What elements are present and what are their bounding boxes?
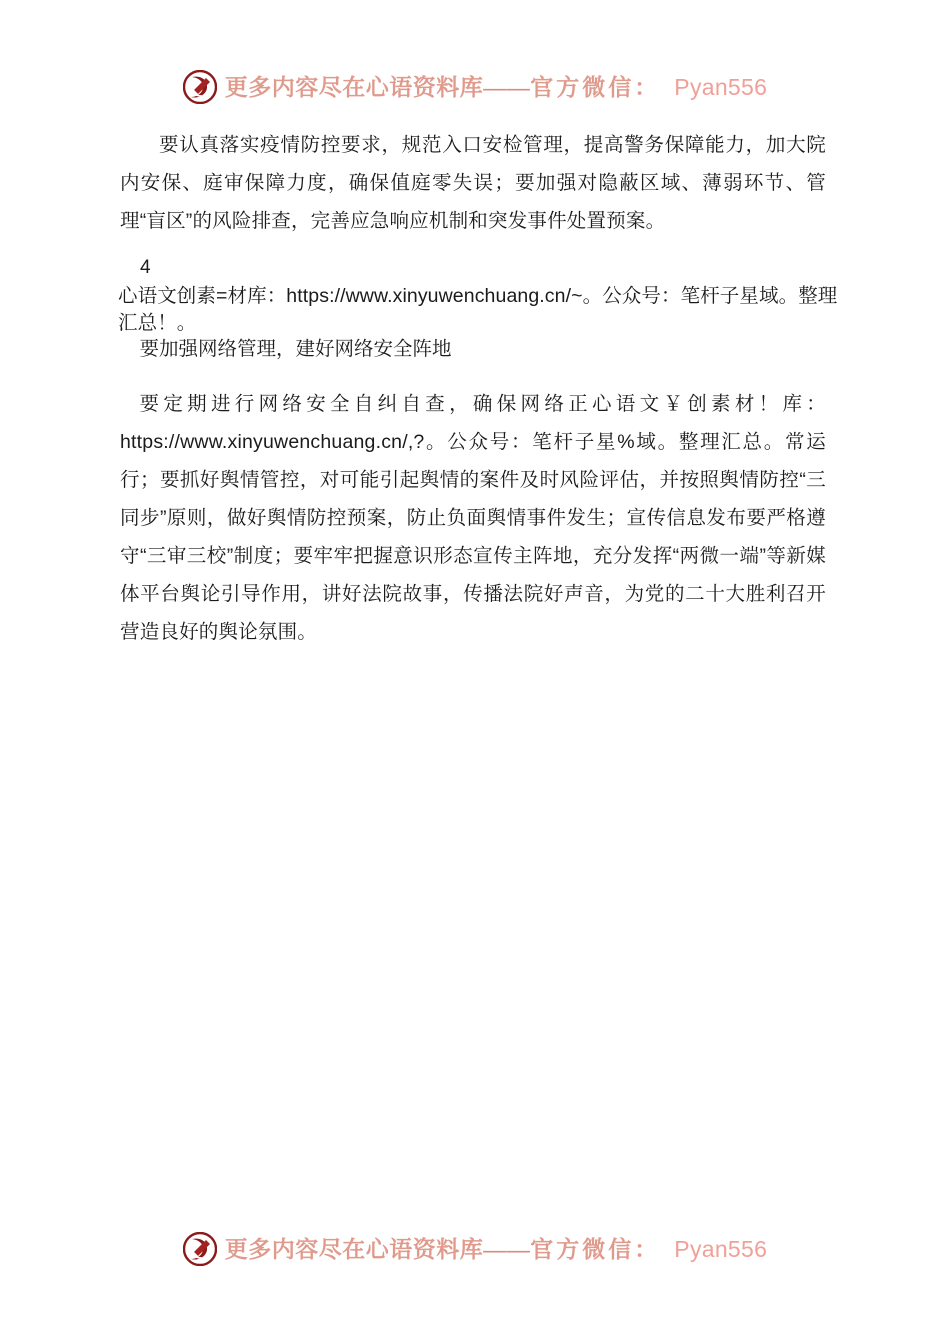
watermark-dash: ——: [483, 74, 531, 100]
watermark-footer: [0, 1232, 950, 1266]
brand-seal-logo-icon: [183, 1232, 217, 1266]
watermark-brand-text: [225, 1238, 661, 1261]
paragraph-epidemic-security: 要认真落实疫情防控要求，规范入口安检管理，提高警务保障能力，加大院内安保、庭审保障力度，确保值庭零失误；要加强对隐蔽区域、薄弱环节、管理“盲区”的风险排查，完善应急响应机制和突发事件处置预案。: [120, 134, 826, 232]
watermark-dash: ——: [483, 1236, 531, 1262]
watermark-brand-text: [225, 76, 661, 99]
watermark-handle: Pyan556: [674, 73, 768, 100]
watermark-wechat-label: 官方微信：: [530, 74, 661, 100]
page-number: 4: [140, 257, 151, 278]
watermark-header: [0, 70, 950, 104]
paragraph-network-security: 要定期进行网络安全自纠自查，确保网络正心语文￥创素材！库：https://www.xinyuwenchuang.cn/,?。公众号：笔杆子星%域。整理汇总。常运行；要抓好舆情管控，对可能引起舆情的案件及时风险评估，并按照舆情防控“三同步”原则，做好舆情防控预案，防止负面舆情事件发生；宣传信息发布要严格遵守“三审三校”制度；要牢牢把握意识形态宣传主阵地，充分发挥“两微一端”等新媒体平台舆论引导作用，讲好法院故事，传播法院好声音，为党的二十大胜利召开营造良好的舆论氛围。: [120, 393, 826, 643]
section-heading-network-management: 要加强网络管理，建好网络安全阵地: [139, 338, 452, 360]
watermark-handle: Pyan556: [674, 1235, 768, 1262]
brand-seal-logo-icon: [183, 70, 217, 104]
watermark-wechat-label: 官方微信：: [530, 1236, 661, 1262]
watermark-brand-label: 更多内容尽在心语资料库: [224, 74, 484, 100]
promo-watermark-line-1: 心语文创素=材库：https://www.xinyuwenchuang.cn/~。公众号：笔杆子星域。整理汇总！。: [118, 285, 838, 334]
watermark-brand-label: 更多内容尽在心语资料库: [224, 1236, 484, 1262]
